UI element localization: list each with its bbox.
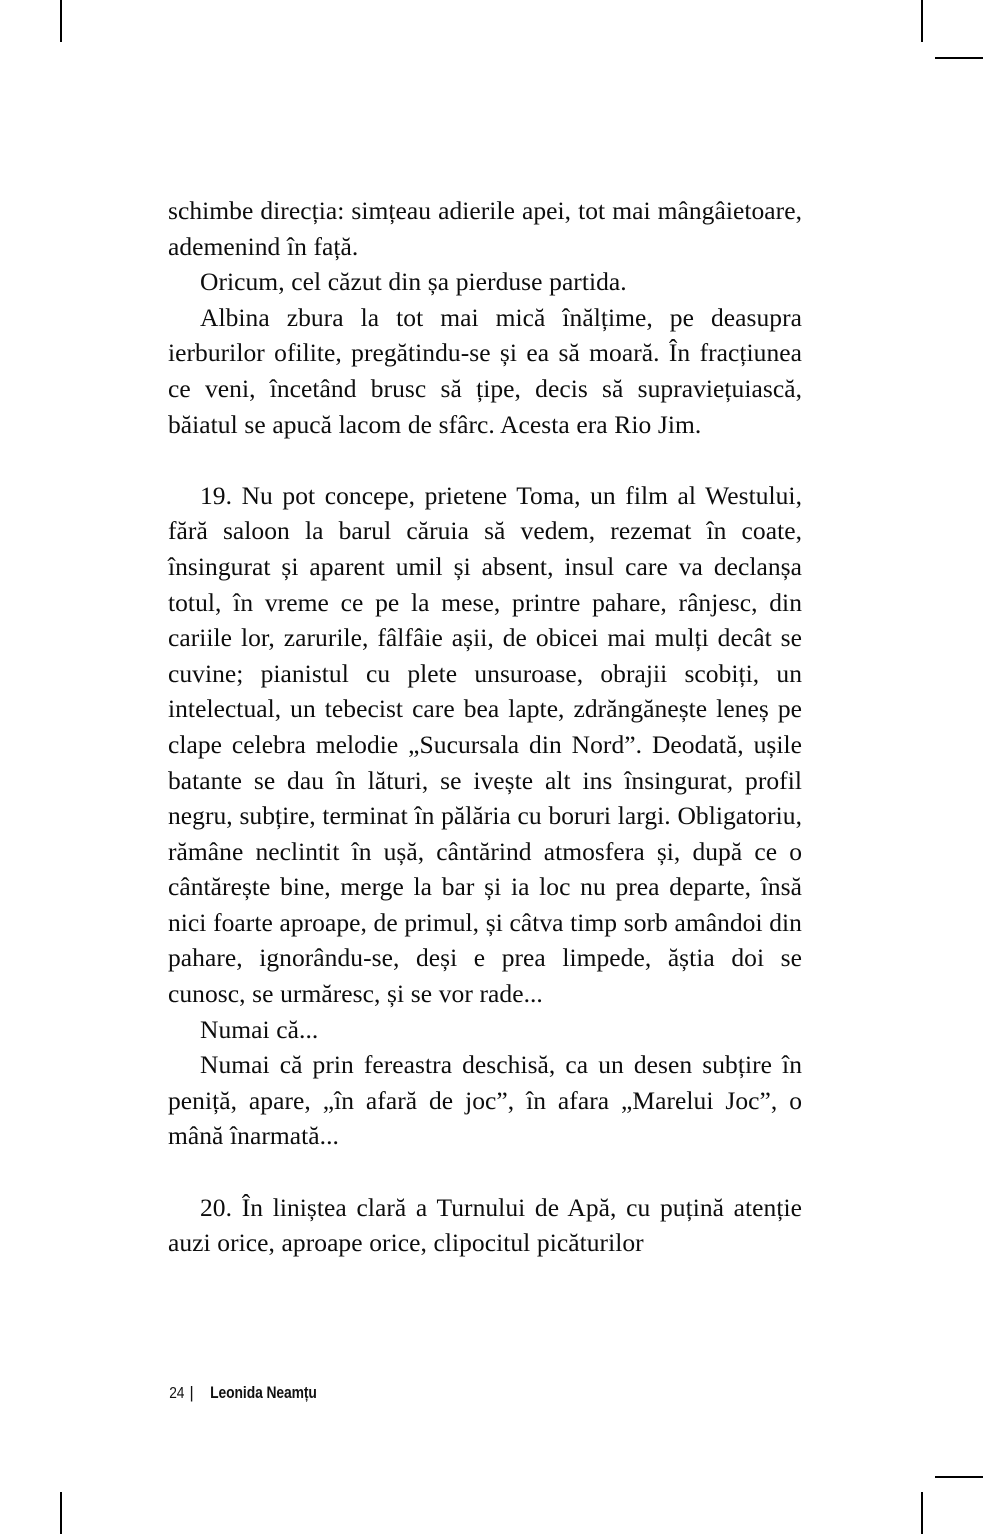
crop-mark-bottom-right-vertical — [921, 1492, 923, 1534]
paragraph-continuation: schimbe direcția: simțeau adierile apei, tot mai mângâietoare, ademenind în față. — [168, 196, 802, 261]
paragraph-section-19: 19. Nu pot concepe, prietene Toma, un film al Westului, fără saloon la barul căruia să vedem, rezemat în coate, însingurat și aparent umil și absent, insul care va declanșa totul, în vreme ce pe la mese, printre pahare, rânjesc, din cariile lor, zarurile, fâlfâie așii, de obicei mai mulți decât se cuvine; pianistul cu plete unsuroase, obrajii scobiți, un intelectual, un tebecist care bea lapte, zdrăngănește leneș pe clape celebra melodie „Sucursala din Nord”. Deodată, ușile batante se dau în lături, se ivește alt ins însingurat, profil negru, subțire, terminat în pălăria cu boruri largi. Obligatoriu, rămâne neclintit în ușă, cântărind atmosfera și, după ce o cântărește bine, merge la bar și ia loc nu prea departe, însă nici foarte aproape, de primul, și câtva timp sorb amândoi din pahare, ignorându-se, deși e prea limpede, ăștia doi se cunosc, se urmăresc, și se vor rade... — [168, 480, 802, 1009]
crop-mark-top-right-horizontal — [935, 57, 983, 59]
paragraph-numai-ca-prin: Numai că prin fereastra deschisă, ca un desen subțire în peniță, apare, „în afară de joc”, în afara „Marelui Joc”, o mână înarmată... — [168, 1050, 802, 1151]
crop-mark-top-left-vertical — [60, 0, 62, 42]
footer-separator: | — [189, 1383, 194, 1402]
crop-mark-bottom-left-vertical — [60, 1492, 62, 1534]
crop-mark-top-right-vertical — [921, 0, 923, 42]
page-number: 24 — [169, 1385, 185, 1402]
footer-author-name: Leonida Neamțu — [209, 1384, 317, 1402]
paragraph-oricum: Oricum, cel căzut din șa pierduse partida. — [200, 267, 627, 297]
paragraph-section-20: 20. În liniștea clară a Turnului de Apă, cu puțină atenție auzi orice, aproape orice, clipocitul picăturilor — [168, 1192, 802, 1258]
paragraph-numai-ca: Numai că... — [200, 1014, 319, 1044]
page-text-block — [168, 193, 802, 1261]
page-footer — [168, 1383, 327, 1403]
paragraph-albina: Albina zbura la tot mai mică înălțime, pe deasupra ierburilor ofilite, pregătindu-se și ea să moară. În fracțiunea ce veni, încetând brusc să țipe, decis să supraviețuiască, băiatul se apucă lacom de sfârc. Acesta era Rio Jim. — [168, 302, 802, 439]
crop-mark-bottom-right-horizontal — [935, 1476, 983, 1478]
